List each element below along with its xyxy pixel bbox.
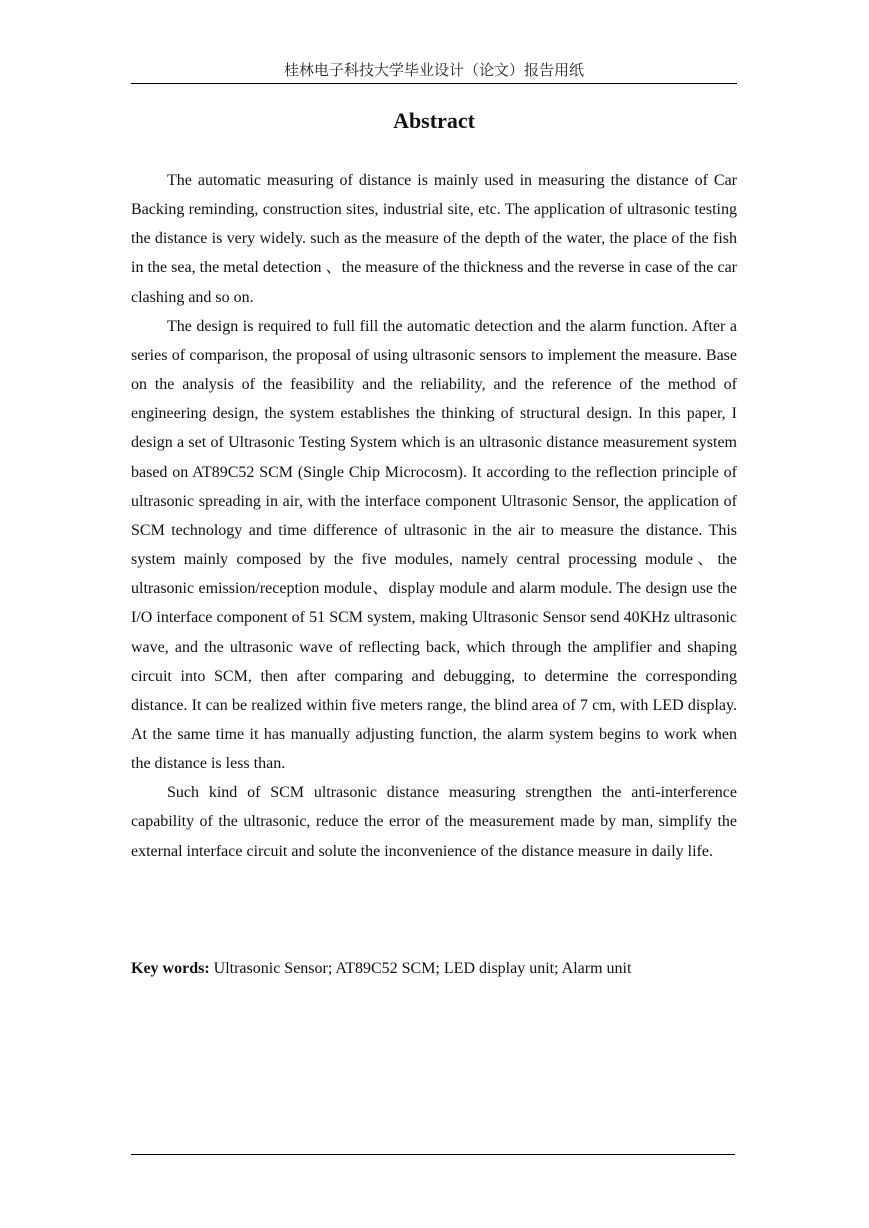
keywords-line bbox=[131, 954, 737, 983]
keywords-text: Ultrasonic Sensor; AT89C52 SCM; LED display unit; Alarm unit bbox=[209, 960, 632, 977]
abstract-paragraph-2: The design is required to full fill the automatic detection and the alarm function. After a series of comparison, the proposal of using ultrasonic sensors to implement the measure. Base on the analysis of the feasibility and the reliability, and the reference of the method of engineering design, the system establishes the thinking of structural design. In this paper, I design a set of Ultrasonic Testing System which is an ultrasonic distance measurement system based on AT89C52 SCM (Single Chip Microcosm). It according to the reflection principle of ultrasonic spreading in air, with the interface component Ultrasonic Sensor, the application of SCM technology and time difference of ultrasonic in the air to measure the distance. This system mainly composed by the five modules, namely central processing module、the ultrasonic emission/reception module、display module and alarm module. The design use the I/O interface component of 51 SCM system, making Ultrasonic Sensor send 40KHz ultrasonic wave, and the ultrasonic wave of reflecting back, which through the amplifier and shaping circuit into SCM, then after comparing and debugging, to determine the corresponding distance. It can be realized within five meters range, the blind area of 7 cm, with LED display. At the same time it has manually adjusting function, the alarm system begins to work when the distance is less than. bbox=[131, 317, 737, 773]
abstract-body bbox=[131, 166, 737, 866]
page-header bbox=[131, 60, 737, 84]
abstract-paragraph-3: Such kind of SCM ultrasonic distance measuring strengthen the anti-interference capability of the ultrasonic, reduce the error of the measurement made by man, simplify the external interface circuit and solute the inconvenience of the distance measure in daily life. bbox=[131, 784, 737, 860]
footer-divider bbox=[131, 1154, 735, 1155]
abstract-paragraph-1: The automatic measuring of distance is mainly used in measuring the distance of Car Backing reminding, construction sites, industrial site, etc. The application of ultrasonic testing the distance is very widely. such as the measure of the depth of the water, the place of the fish in the sea, the metal detection 、the measure of the thickness and the reverse in case of the car clashing and so on. bbox=[131, 172, 737, 306]
abstract-title: Abstract bbox=[393, 108, 475, 133]
keywords-label: Key words: bbox=[131, 960, 210, 977]
header-text: 桂林电子科技大学毕业设计（论文）报告用纸 bbox=[283, 61, 584, 79]
